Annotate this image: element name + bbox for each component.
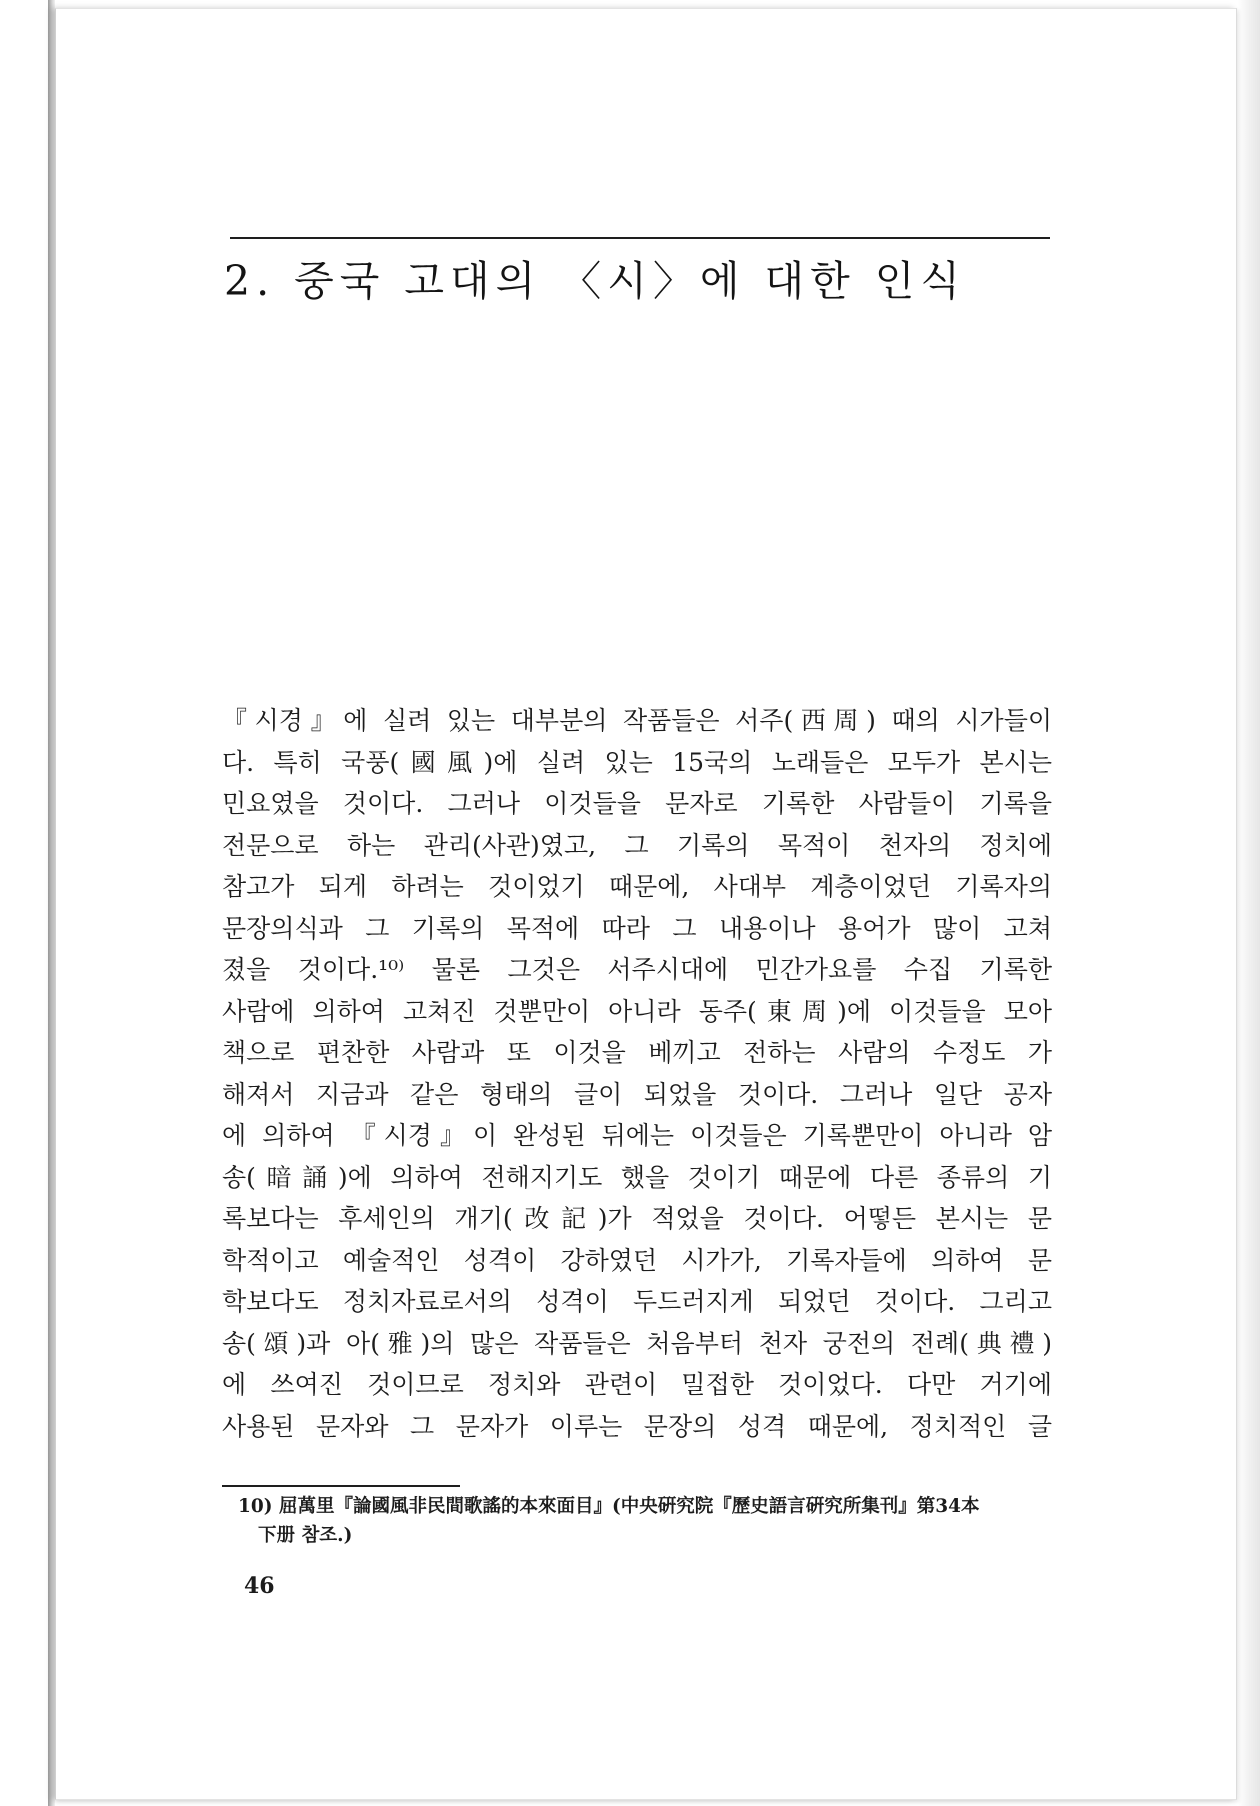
- body-line: 책으로 편찬한 사람과 또 이것을 베끼고 전하는 사람의 수정도 가: [222, 1038, 1052, 1067]
- body-line: 해져서 지금과 같은 형태의 글이 되었을 것이다. 그러나 일단 공자: [222, 1079, 1052, 1109]
- page-binding-edge: [48, 0, 55, 1806]
- footnote-rule: [222, 1485, 460, 1487]
- body-line: 『시경』에 실려 있는 대부분의 작품들은 서주(西周) 때의 시가들이: [222, 706, 1052, 735]
- body-line: 졌을 것이다.¹⁰⁾ 물론 그것은 서주시대에 민간가요를 수집 기록한: [222, 955, 1052, 984]
- body-line: 민요였을 것이다. 그러나 이것들을 문자로 기록한 사람들이 기록을: [222, 789, 1052, 818]
- body-line: 전문으로 하는 관리(사관)였고, 그 기록의 목적이 천자의 정치에: [222, 830, 1052, 860]
- body-text: [222, 700, 1052, 1447]
- page-number: 46: [244, 1573, 275, 1599]
- footnote-line: 10) 屈萬里『論國風非民間歌謠的本來面目』(中央硏究院『歷史語言硏究所集刊』第34本: [238, 1496, 980, 1517]
- footnote: [238, 1492, 1058, 1550]
- footnote-line: 下册 참조.): [258, 1525, 353, 1546]
- body-line: 송(頌)과 아(雅)의 많은 작품들은 처음부터 천자 궁전의 전례(典禮): [222, 1328, 1052, 1358]
- body-line: 다. 특히 국풍(國風)에 실려 있는 15국의 노래들은 모두가 본시는: [222, 747, 1052, 777]
- chapter-title: 2. 중국 고대의 〈시〉에 대한 인식: [224, 257, 966, 305]
- body-line: 송(暗誦)에 의하여 전해지기도 했을 것이기 때문에 다른 종류의 기: [222, 1162, 1052, 1192]
- body-line: 에 의하여 『시경』이 완성된 뒤에는 이것들은 기록뿐만이 아니라 암: [222, 1121, 1052, 1150]
- body-line: 문장의식과 그 기록의 목적에 따라 그 내용이나 용어가 많이 고쳐: [222, 913, 1052, 943]
- body-line: 학적이고 예술적인 성격이 강하였던 시가가, 기록자들에 의하여 문: [222, 1245, 1052, 1275]
- body-line: 사용된 문자와 그 문자가 이루는 문장의 성격 때문에, 정치적인 글: [222, 1411, 1052, 1441]
- body-line: 록보다는 후세인의 개기(改記)가 적었을 것이다. 어떻든 본시는 문: [222, 1204, 1052, 1233]
- body-line: 참고가 되게 하려는 것이었기 때문에, 사대부 계층이었던 기록자의: [222, 872, 1052, 901]
- body-line: 학보다도 정치자료로서의 성격이 두드러지게 되었던 것이다. 그리고: [222, 1287, 1052, 1316]
- body-line: 에 쓰여진 것이므로 정치와 관련이 밀접한 것이었다. 다만 거기에: [222, 1370, 1052, 1399]
- chapter-title-rule: [230, 237, 1050, 239]
- page-right-shadow: [1238, 0, 1260, 1806]
- body-line: 사람에 의하여 고쳐진 것뿐만이 아니라 동주(東周)에 이것들을 모아: [222, 996, 1052, 1026]
